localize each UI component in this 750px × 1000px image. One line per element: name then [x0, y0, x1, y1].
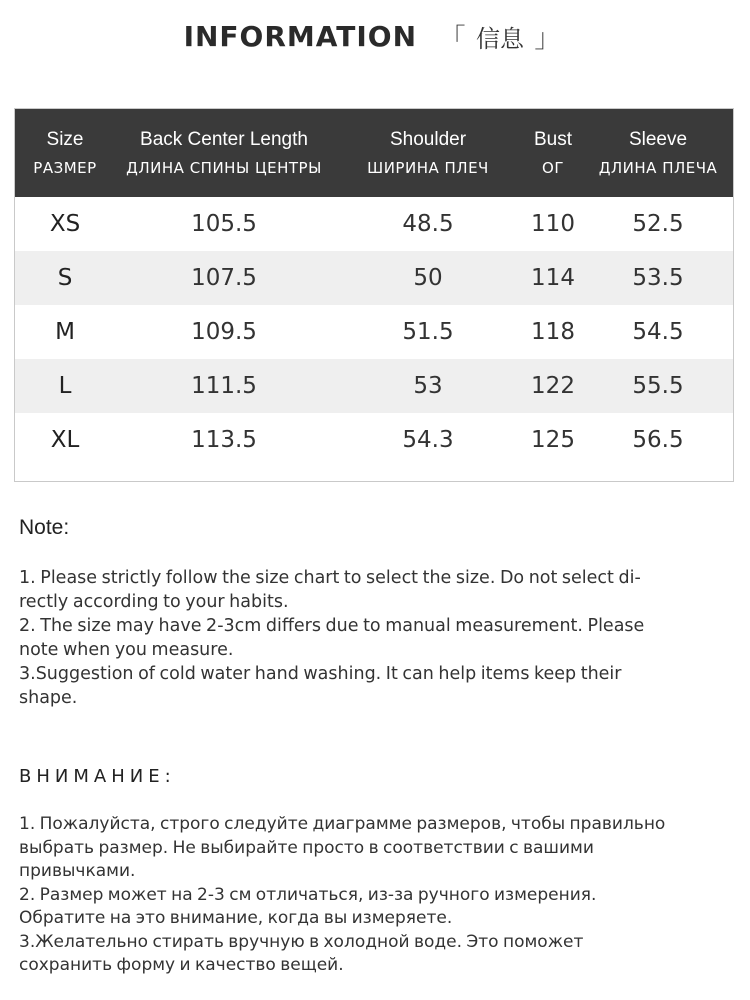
sleeve-cell: 56.5	[632, 427, 684, 453]
bust-cell: 122	[531, 373, 575, 399]
size-cell: L	[58, 373, 72, 399]
table-row	[15, 251, 733, 305]
sleeve-cell: 52.5	[632, 211, 684, 237]
shoulder-cell: 54.3	[402, 427, 454, 453]
bracket-close: 」	[534, 24, 561, 54]
column-header-label: Shoulder	[389, 129, 467, 150]
back-center-length-cell: 105.5	[191, 211, 257, 237]
table-row	[15, 305, 733, 359]
size-cell: M	[55, 319, 75, 345]
column-header-sleeve	[583, 109, 733, 197]
note-heading: Note:	[19, 516, 70, 539]
note-line-ru: 3.Желательно стирать вручную в холодной воде. Это поможет	[19, 931, 584, 952]
size-chart	[14, 108, 734, 482]
note-line-ru: сохранить форму и качество вещей.	[19, 955, 344, 975]
size-cell: XS	[49, 211, 81, 237]
column-header-size	[15, 109, 115, 197]
back-center-length-cell: 111.5	[191, 373, 257, 399]
table-row	[15, 197, 733, 251]
shoulder-cell: 50	[413, 265, 443, 291]
bust-cell: 110	[531, 211, 575, 237]
note-line: 1. Please strictly follow the size chart to select the size. Do not select di-	[19, 568, 641, 588]
sleeve-cell: 53.5	[632, 265, 684, 291]
note-line-ru: 2. Размер может на 2-3 см отличаться, из-за ручного измерения.	[19, 884, 597, 905]
note-line: 2. The size may have 2-3cm differs due to manual measurement. Please	[19, 616, 645, 636]
note-line-ru: Обратите на это внимание, когда вы измеряете.	[19, 908, 453, 928]
back-center-length-cell: 113.5	[191, 427, 257, 453]
note-line-ru: привычками.	[19, 861, 136, 881]
section-subtitle: 信息	[475, 25, 524, 53]
note-heading-ru: ВНИМАНИЕ:	[19, 766, 176, 787]
column-header-bust	[523, 109, 583, 197]
size-cell: XL	[50, 427, 80, 453]
column-header-back-center-length	[115, 109, 333, 197]
note-line-ru: выбрать размер. Не выбирайте просто в соответствии с вашими	[19, 837, 594, 858]
column-header-label: Back Center Length	[140, 129, 308, 150]
shoulder-cell: 51.5	[402, 319, 454, 345]
shoulder-cell: 48.5	[402, 211, 454, 237]
note-line: note when you measure.	[19, 640, 234, 660]
column-header-label-ru: ШИРИНА ПЛЕЧ	[367, 159, 489, 177]
bust-cell: 125	[531, 427, 575, 453]
table-row	[15, 359, 733, 413]
column-header-label: Sleeve	[628, 129, 688, 150]
bust-cell: 118	[531, 319, 575, 345]
note-line: 3.Suggestion of cold water hand washing. It can help items keep their	[19, 664, 622, 684]
shoulder-cell: 53	[413, 373, 443, 399]
bracket-open: 「	[439, 24, 466, 54]
note-ru	[19, 766, 719, 978]
note-en	[19, 516, 719, 710]
column-header-label: Size	[46, 129, 84, 150]
size-cell: S	[57, 265, 73, 291]
column-header-label-ru: РАЗМЕР	[33, 159, 97, 177]
table-row	[15, 413, 733, 467]
size-table	[15, 109, 733, 467]
column-header-label-ru: ОГ	[542, 159, 564, 177]
back-center-length-cell: 109.5	[191, 319, 257, 345]
note-line: shape.	[19, 688, 78, 708]
column-header-label-ru: ДЛИНА ПЛЕЧА	[598, 159, 718, 177]
column-header-label: Bust	[533, 129, 573, 150]
column-header-shoulder	[333, 109, 523, 197]
section-title: INFORMATION	[183, 20, 418, 53]
note-line-ru: 1. Пожалуйста, строго следуйте диаграмме размеров, чтобы правильно	[19, 814, 666, 834]
sleeve-cell: 55.5	[632, 373, 684, 399]
column-header-label-ru: ДЛИНА СПИНЫ ЦЕНТРЫ	[126, 159, 322, 177]
table-header-row	[15, 109, 733, 197]
sleeve-cell: 54.5	[632, 319, 684, 345]
bust-cell: 114	[531, 265, 575, 291]
note-line: rectly according to your habits.	[19, 592, 289, 612]
back-center-length-cell: 107.5	[191, 265, 257, 291]
section-header	[0, 18, 750, 55]
